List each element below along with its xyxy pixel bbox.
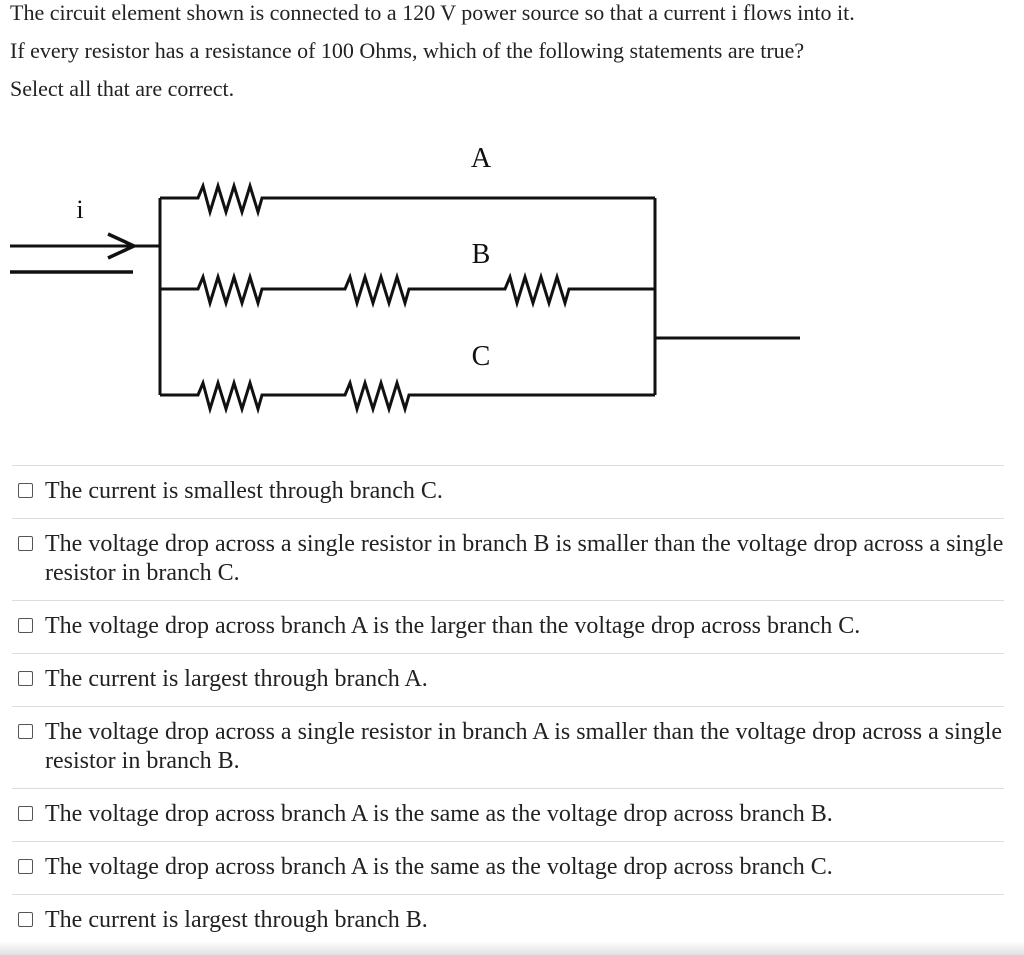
option-row[interactable] <box>12 841 1004 894</box>
question-line-2: If every resistor has a resistance of 100 Ohms, which of the following statements are true? <box>10 38 805 63</box>
question-line-3: Select all that are correct. <box>10 76 235 101</box>
answer-options <box>12 465 1004 947</box>
option-row[interactable] <box>12 788 1004 841</box>
option-checkbox[interactable] <box>18 483 33 498</box>
option-label: The current is smallest through branch C. <box>45 478 443 504</box>
option-row[interactable] <box>12 706 1004 788</box>
scroll-fade <box>0 941 1024 955</box>
option-label: The voltage drop across branch A is the larger than the voltage drop across branch C. <box>45 613 861 639</box>
option-label: The voltage drop across branch A is the same as the voltage drop across branch B. <box>45 801 833 827</box>
option-checkbox[interactable] <box>18 724 33 739</box>
option-checkbox[interactable] <box>18 618 33 633</box>
option-checkbox[interactable] <box>18 859 33 874</box>
branch-a-label: A <box>470 143 492 174</box>
option-row[interactable] <box>12 465 1004 518</box>
option-row[interactable] <box>12 518 1004 600</box>
option-label: The current is largest through branch A. <box>45 666 428 692</box>
option-checkbox[interactable] <box>18 806 33 821</box>
option-label: The voltage drop across branch A is the same as the voltage drop across branch C. <box>45 854 833 880</box>
option-checkbox[interactable] <box>18 671 33 686</box>
option-label: The voltage drop across a single resistor in branch B is smaller than the voltage drop across a single resistor in branch C. <box>45 531 1004 586</box>
option-row[interactable] <box>12 894 1004 947</box>
branch-a-wire <box>160 186 655 212</box>
option-row[interactable] <box>12 600 1004 653</box>
branch-b-label: B <box>471 239 491 270</box>
option-label: The voltage drop across a single resistor in branch A is smaller than the voltage drop across a single resistor in branch B. <box>45 719 1003 774</box>
option-label: The current is largest through branch B. <box>45 907 428 933</box>
circuit-diagram <box>0 130 820 420</box>
current-label: i <box>76 195 84 224</box>
option-checkbox[interactable] <box>18 536 33 551</box>
branch-c-label: C <box>471 341 491 372</box>
branch-c-wire <box>160 383 655 409</box>
option-checkbox[interactable] <box>18 912 33 927</box>
branch-b-wire <box>160 277 655 303</box>
question-line-1: The circuit element shown is connected to a 120 V power source so that a current i flows into it. <box>10 0 855 25</box>
question-prompt <box>10 0 1010 108</box>
option-row[interactable] <box>12 653 1004 706</box>
